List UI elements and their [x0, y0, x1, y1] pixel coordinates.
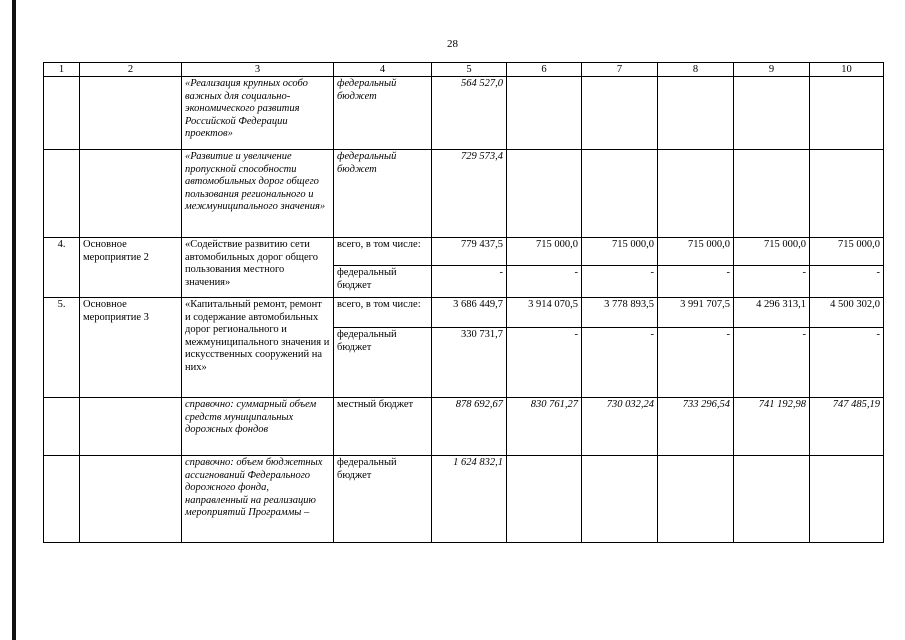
funding-source: всего, в том числе:	[334, 238, 432, 266]
header-cell: 1	[44, 63, 80, 77]
page-number: 28	[447, 38, 458, 50]
value-cell: 564 527,0	[432, 77, 507, 150]
activity-name: справочно: объем бюджетных ассигнований Федерального дорожного фонда, направленный на реализацию мероприятий Программы –	[182, 456, 334, 543]
funding-source: всего, в том числе:	[334, 298, 432, 328]
funding-source: местный бюджет	[334, 398, 432, 456]
value-cell: -	[734, 328, 810, 398]
activity-name: «Содействие развитию сети автомобильных дорог общего пользования местного значения»	[182, 238, 334, 298]
table-row	[44, 456, 884, 543]
header-cell: 7	[582, 63, 658, 77]
header-cell: 4	[334, 63, 432, 77]
activity-name: справочно: суммарный объем средств муниципальных дорожных фондов	[182, 398, 334, 456]
header-cell: 6	[507, 63, 582, 77]
value-cell: -	[582, 266, 658, 298]
header-cell: 3	[182, 63, 334, 77]
value-cell: 733 296,54	[658, 398, 734, 456]
value-cell: 730 032,24	[582, 398, 658, 456]
value-cell: 715 000,0	[810, 238, 884, 266]
value-cell: -	[432, 266, 507, 298]
table-row	[44, 298, 884, 328]
page-left-edge	[12, 0, 16, 640]
table-row	[44, 150, 884, 238]
value-cell: 729 573,4	[432, 150, 507, 238]
value-cell: -	[507, 266, 582, 298]
row-number: 5.	[44, 298, 80, 398]
header-cell: 2	[80, 63, 182, 77]
activity-label: Основное мероприятие 3	[80, 298, 182, 398]
row-number: 4.	[44, 238, 80, 298]
value-cell: 747 485,19	[810, 398, 884, 456]
value-cell: 3 686 449,7	[432, 298, 507, 328]
funding-source: федеральный бюджет	[334, 77, 432, 150]
value-cell: 330 731,7	[432, 328, 507, 398]
value-cell: 779 437,5	[432, 238, 507, 266]
table-row	[44, 77, 884, 150]
value-cell: 4 296 313,1	[734, 298, 810, 328]
value-cell: 741 192,98	[734, 398, 810, 456]
activity-label: Основное мероприятие 2	[80, 238, 182, 298]
value-cell: -	[658, 266, 734, 298]
header-row	[44, 63, 884, 77]
table-row	[44, 238, 884, 266]
value-cell: 830 761,27	[507, 398, 582, 456]
funding-source: федеральный бюджет	[334, 456, 432, 543]
funding-source: федеральный бюджет	[334, 328, 432, 398]
activity-name: «Развитие и увеличение пропускной способности автомобильных дорог общего пользования регионального и межмуниципального значения»	[182, 150, 334, 238]
value-cell: -	[810, 328, 884, 398]
value-cell: 4 500 302,0	[810, 298, 884, 328]
header-cell: 8	[658, 63, 734, 77]
value-cell: 3 778 893,5	[582, 298, 658, 328]
activity-name: «Капитальный ремонт, ремонт и содержание автомобильных дорог регионального и межмуниципального значения и искусственных сооружений на них»	[182, 298, 334, 398]
value-cell: -	[810, 266, 884, 298]
header-cell: 10	[810, 63, 884, 77]
value-cell: 715 000,0	[734, 238, 810, 266]
funding-source: федеральный бюджет	[334, 150, 432, 238]
value-cell: 3 914 070,5	[507, 298, 582, 328]
value-cell: 715 000,0	[507, 238, 582, 266]
header-cell: 9	[734, 63, 810, 77]
value-cell: -	[734, 266, 810, 298]
value-cell: 715 000,0	[582, 238, 658, 266]
budget-table	[43, 62, 884, 543]
funding-source: федеральный бюджет	[334, 266, 432, 298]
value-cell: 715 000,0	[658, 238, 734, 266]
value-cell: -	[507, 328, 582, 398]
value-cell: 878 692,67	[432, 398, 507, 456]
table-row	[44, 398, 884, 456]
value-cell: 1 624 832,1	[432, 456, 507, 543]
value-cell: -	[582, 328, 658, 398]
value-cell: -	[658, 328, 734, 398]
header-cell: 5	[432, 63, 507, 77]
value-cell: 3 991 707,5	[658, 298, 734, 328]
activity-name: «Реализация крупных особо важных для социально-экономического развития Российской Федерации проектов»	[182, 77, 334, 150]
